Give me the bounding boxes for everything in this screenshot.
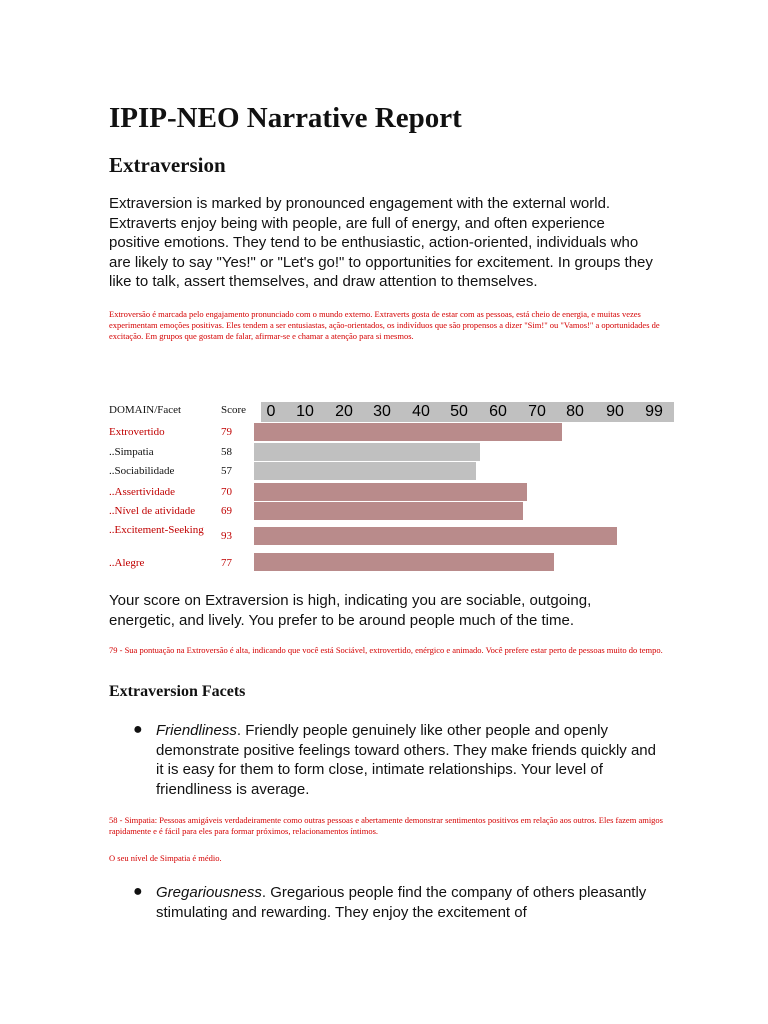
score-scale (261, 402, 674, 422)
scale-tick: 50 (450, 403, 468, 420)
score-bar-sociabilidade (254, 462, 476, 480)
row-label: ..Nível de atividade (109, 505, 196, 517)
facet-friendliness (156, 721, 656, 799)
score-bar-excitement-seeking (254, 527, 617, 545)
column-header-score: Score (221, 404, 247, 416)
bullet-icon: ● (133, 721, 143, 738)
intro-translation: Extroversão é marcada pelo engajamento pronunciado com o mundo externo. Extraverts gosta de estar com as pessoas, está cheio de energia, e muitas vezes experimentam emoções positivas. Eles tendem a ser entusiastas, ação-orientados, os indivíduos que são propensos a dizer "Sim!" ou "Vamos!" a oportunidades de excitação. Em grupos que gostam de falar, afirmar-se e chamar a atenção para si mesmos. (109, 309, 660, 341)
row-score: 58 (221, 446, 232, 458)
scale-tick: 10 (296, 403, 314, 420)
summary-paragraph: Your score on Extraversion is high, indicating you are sociable, outgoing, energetic, and lively. You prefer to be around people much of the time. (109, 592, 592, 629)
scale-tick: 20 (335, 403, 353, 420)
intro-paragraph: Extraversion is marked by pronounced engagement with the external world. Extraverts enjoy being with people, are full of energy, and often experience positive emotions. They tend to be enthusiastic, action-oriented, individuals who are likely to say "Yes!" or "Let's go!" to opportunities for excitement. In groups they like to talk, assert themselves, and draw attention to themselves. (109, 195, 653, 290)
facet-description: . Friendly people genuinely like other people and openly demonstrate positive feelings toward others. They make friends quickly and it is easy for them to form close, intimate relationships. Your level of friendliness is average. (156, 722, 656, 798)
row-score: 77 (221, 557, 232, 569)
facet-friendliness-translation: 58 - Simpatia: Pessoas amigáveis verdadeiramente como outras pessoas e abertamente demonstrar sentimentos positivos em relação aos outros. Eles fazem amigos rapidamente e é fácil para eles para formar próximos, relacionamentos íntimos. (109, 815, 663, 836)
column-header-domain: DOMAIN/Facet (109, 404, 182, 416)
scale-tick: 90 (606, 403, 624, 420)
bullet-icon: ● (133, 883, 143, 900)
scale-tick: 99 (645, 403, 663, 420)
row-score: 57 (221, 465, 232, 477)
facet-name: Gregariousness (156, 884, 262, 901)
facet-name: Friendliness (156, 722, 237, 739)
row-label: ..Sociabilidade (109, 465, 175, 477)
scale-tick: 0 (266, 403, 276, 420)
report-title: IPIP-NEO Narrative Report (109, 102, 462, 134)
row-score: 93 (221, 530, 232, 542)
facet-gregariousness (156, 883, 656, 922)
section-title: Extraversion (109, 153, 226, 177)
scale-tick: 80 (566, 403, 584, 420)
scale-tick: 70 (528, 403, 546, 420)
row-label: Extrovertido (109, 426, 165, 438)
score-bar-extrovertido (254, 423, 562, 441)
row-label: ..Assertividade (109, 486, 175, 498)
score-bar-alegre (254, 553, 554, 571)
row-label: ..Excitement-Seeking (109, 524, 204, 536)
row-label: ..Alegre (109, 557, 145, 569)
scale-tick: 30 (373, 403, 391, 420)
row-score: 70 (221, 486, 232, 498)
facet-description: . Gregarious people find the company of others pleasantly stimulating and rewarding. They enjoy the excitement of (156, 884, 647, 921)
score-bar-assertividade (254, 483, 527, 501)
scale-tick: 60 (489, 403, 507, 420)
facets-heading: Extraversion Facets (109, 683, 246, 700)
scale-tick: 40 (412, 403, 430, 420)
score-bar-simpatia (254, 443, 480, 461)
summary-translation: 79 - Sua pontuação na Extroversão é alta, indicando que você está Sociável, extrovertido, enérgico e animado. Você prefere estar perto de pessoas muito do tempo. (109, 645, 663, 655)
facet-friendliness-level: O seu nível de Simpatia é médio. (109, 853, 222, 863)
row-label: ..Simpatia (109, 446, 154, 458)
row-score: 79 (221, 426, 232, 438)
row-score: 69 (221, 505, 232, 517)
score-bar-nivel-de-atividade (254, 502, 523, 520)
